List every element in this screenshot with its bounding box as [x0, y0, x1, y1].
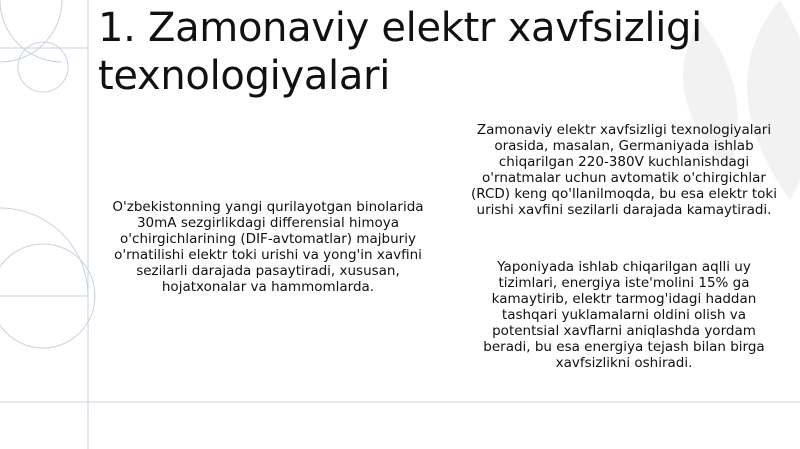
paragraph-left: O'zbekistonning yangi qurilayotgan binolarida 30mA sezgirlikdagi differensial himoya o'chirgichlarining (DIF-avtomatlar) majburiy o'rnatilishi elektr toki urishi va yong'in xavfini sezilarli darajada pasaytiradi, xususan, hojatxonalar va hammomlarda.	[112, 199, 424, 295]
top-arc-right	[0, 0, 62, 62]
slide-title: 1. Zamonaviy elektr xavfsizligi texnologiyalari	[98, 5, 702, 99]
paragraph-right-bottom: Yaponiyada ishlab chiqarilgan aqlli uy tizimlari, energiya iste'molini 15% ga kamaytirib, elektr tarmog'idagi haddan tashqari yuklamalarni oldini olish va potentsial xavflarni aniqlashda yordam beradi, bu esa energiya tejash bilan birga xavfsizlikni oshiradi.	[483, 259, 765, 371]
middle-arc	[0, 208, 88, 296]
small-circle	[18, 42, 68, 92]
paragraph-right-top: Zamonaviy elektr xavfsizligi texnologiyalari orasida, masalan, Germaniyada ishlab chiqarilgan 220-380V kuchlanishdagi o'rnatmalar uchun avtomatik o'chirgichlar (RCD) keng qo'llanilmoqda, bu esa elektr toki urishi xavfini sezilarli darajada kamaytiradi.	[471, 122, 777, 218]
top-arc-left	[0, 0, 62, 62]
